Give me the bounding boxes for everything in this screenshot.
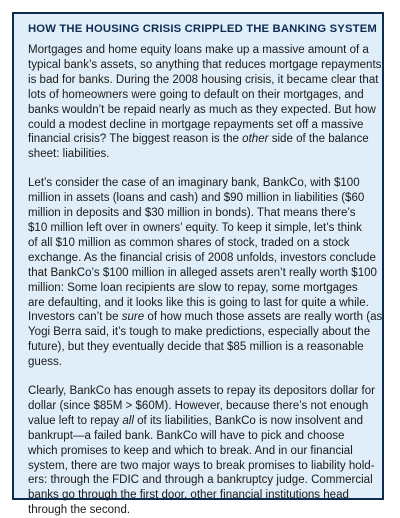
text-line (28, 503, 368, 518)
text-line (28, 191, 368, 206)
text-run: could a modest decline in mortgage repayments set off a massive (28, 118, 364, 131)
sidebar-body (28, 43, 383, 518)
text-line (28, 176, 368, 191)
text-line (28, 132, 368, 147)
text-run: Mortgages and home equity loans make up a massive amount of a (28, 44, 369, 56)
text-run: lots of homeowners were going to default on their mortgages, and (28, 88, 364, 101)
text-line (28, 88, 368, 103)
text-run: million in deposits and $30 million in bonds). That means there’s (28, 207, 356, 220)
sidebar-paragraph (28, 176, 383, 370)
text-run: $10 million left over in owners’ equity. To keep it simple, let’s think (28, 221, 362, 234)
text-line (28, 459, 375, 474)
text-run: are defaulting, and it looks like this is going to last for quite a while. (28, 296, 369, 309)
text-run: Clearly, BankCo has enough assets to repay its depositors dollar for (28, 385, 376, 398)
text-run: is bad for banks. During the 2008 housing crisis, it became clear that (28, 73, 379, 86)
text-line (28, 488, 368, 503)
text-run: guess. (28, 356, 63, 369)
text-line (28, 251, 376, 266)
text-run: that BankCo’s $100 million in alleged assets aren’t really worth $100 (28, 266, 377, 279)
text-run: financial crisis? The biggest reason is the (28, 133, 243, 146)
text-line (28, 296, 368, 311)
text-run: typical bank’s assets, so anything that reduces mortgage repayments (28, 58, 382, 71)
text-line (28, 236, 368, 251)
emphasis-text: other (242, 133, 269, 146)
text-run: future), but they eventually decide that $85 million is a reasonable (28, 341, 364, 354)
text-line (28, 325, 371, 340)
text-line (28, 58, 382, 73)
text-line (28, 355, 368, 370)
text-run: exchange. As the financial crisis of 2008 unfolds, investors conclude (28, 251, 376, 264)
text-line (28, 473, 373, 488)
text-run: system, there are two major ways to break promises to liability hold- (28, 459, 375, 472)
text-line (28, 340, 368, 355)
text-run: of its liabilities, BankCo is now insolvent and (133, 414, 364, 427)
text-line (28, 147, 368, 162)
text-run: value left to repay (28, 414, 123, 427)
text-run: banks go through the first door, other financial institutions head (28, 489, 349, 502)
text-line (28, 281, 368, 296)
text-run: banks wouldn’t be repaid nearly as much as they expected. But how (28, 103, 376, 116)
text-line (28, 103, 376, 118)
text-run: Investors can’t be (28, 311, 122, 324)
text-run: which promises to keep and which to break. And in our financial (28, 444, 353, 457)
text-run: bankrupt—a failed bank. BankCo will have to pick and choose (28, 429, 345, 442)
text-run: sheet: liabilities. (28, 148, 110, 161)
text-line (28, 310, 383, 325)
text-run: side of the balance (268, 133, 369, 146)
text-run: Let’s consider the case of an imaginary bank, BankCo, with $100 (28, 177, 360, 190)
text-line (28, 444, 368, 459)
sidebar-title: HOW THE HOUSING CRISIS CRIPPLED THE BANKING SYSTEM (28, 23, 377, 35)
text-line (28, 73, 379, 88)
text-run: dollar (since $85M > $60M). However, because there’s not enough (28, 399, 369, 412)
emphasis-text: sure (121, 311, 145, 324)
text-line (28, 43, 368, 58)
text-run: Yogi Berra said, it’s tough to make predictions, especially about the (28, 326, 371, 339)
text-line (28, 266, 377, 281)
text-run: million in assets (loans and cash) and $90 million in liabilities ($60 (28, 192, 365, 205)
text-run: through the second. (28, 504, 131, 517)
text-line (28, 414, 368, 429)
text-run: ers: through the FDIC and through a bankruptcy judge. Commercial (28, 474, 373, 487)
text-line (28, 384, 376, 399)
text-line (28, 206, 368, 221)
sidebar-paragraph (28, 384, 376, 518)
text-line (28, 221, 368, 236)
sidebar-box (12, 12, 384, 517)
text-line (28, 399, 368, 414)
sidebar-paragraph (28, 43, 382, 162)
text-line (28, 429, 368, 444)
text-run: of how much those assets are really worth (as (144, 311, 383, 324)
text-run: of all $10 million as common shares of stock, traded on a stock (28, 236, 350, 249)
text-run: million: Some loan recipients are slow to repay, some mortgages (28, 281, 358, 294)
emphasis-text: all (122, 414, 134, 427)
text-line (28, 118, 368, 133)
